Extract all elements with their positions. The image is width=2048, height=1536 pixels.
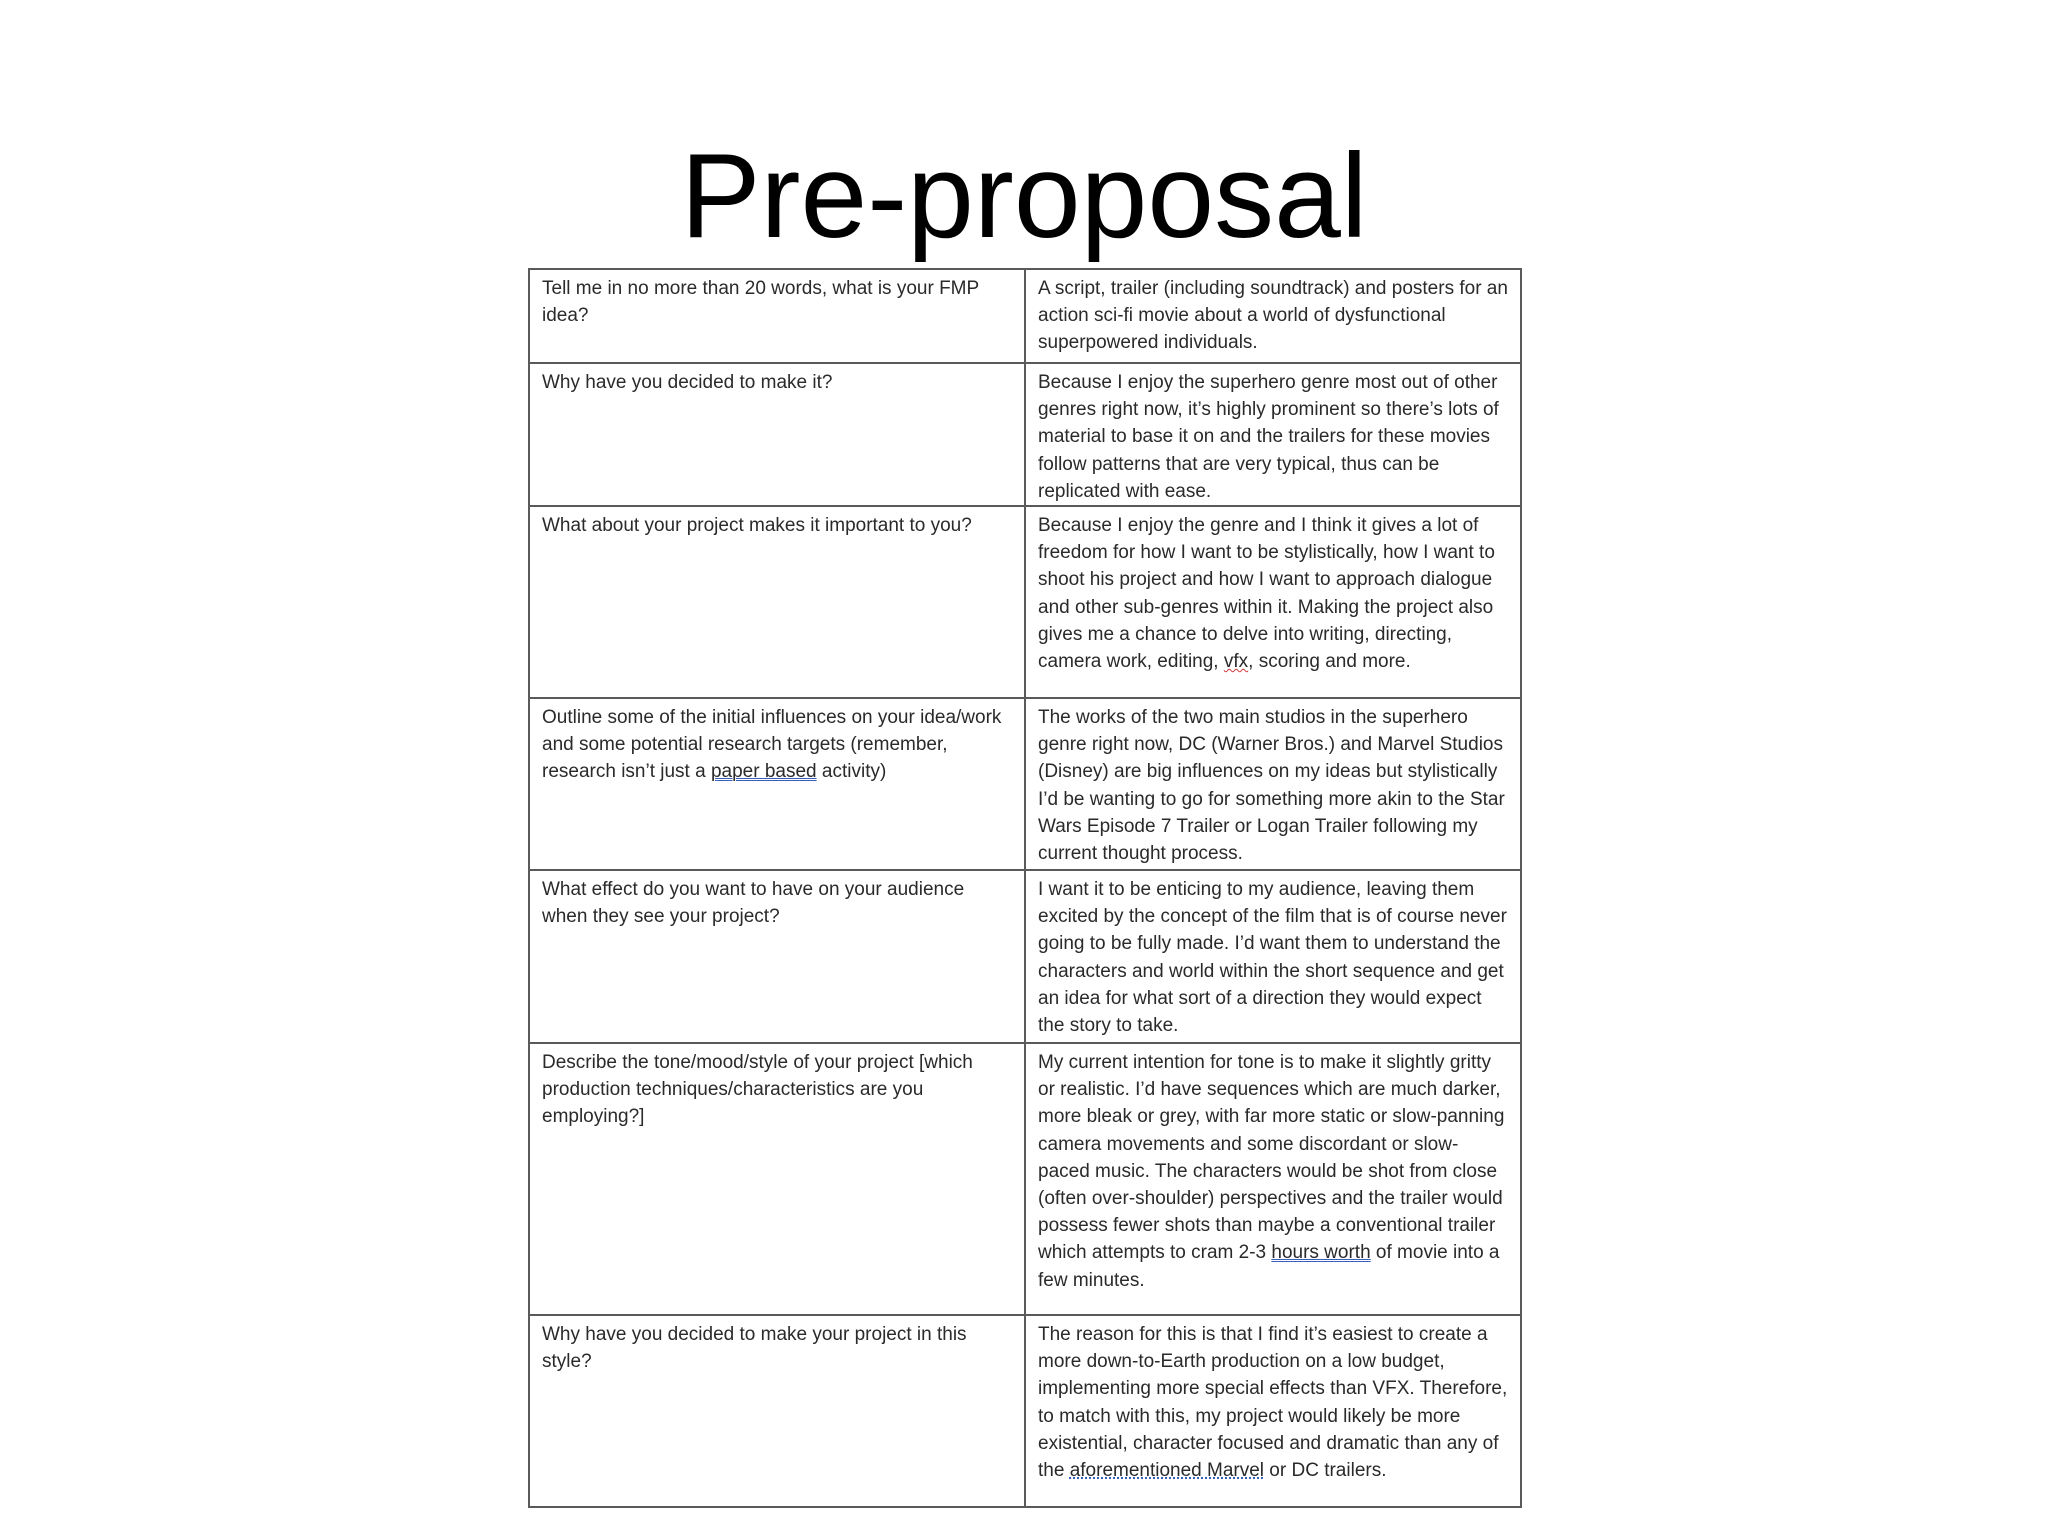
table-row [529, 506, 1521, 698]
answer-cell [1025, 1043, 1521, 1315]
answer-cell: Because I enjoy the superhero genre most out of other genres right now, it’s highly prominent so there’s lots of material to base it on and the trailers for these movies follow patterns that are very typical, thus can be replicated with ease. [1025, 363, 1521, 506]
question-text: Outline some of the initial influences on your idea/work and some potential research targets (remember, research isn’t just a [542, 707, 1002, 783]
table-row [529, 1315, 1521, 1507]
question-cell: What effect do you want to have on your audience when they see your project? [529, 870, 1025, 1043]
question-cell: Tell me in no more than 20 words, what is your FMP idea? [529, 269, 1025, 363]
answer-cell: A script, trailer (including soundtrack) and posters for an action sci-fi movie about a world of dysfunctional superpowered individuals. [1025, 269, 1521, 363]
grammar-underline: paper based [710, 761, 817, 783]
question-cell: What about your project makes it important to you? [529, 506, 1025, 698]
answer-text: , scoring and more. [1248, 651, 1411, 673]
slide-title: Pre-proposal [680, 129, 1368, 263]
table-row [529, 363, 1521, 506]
grammar-underline: hours worth [1271, 1242, 1371, 1264]
answer-text: Because I enjoy the genre and I think it gives a lot of freedom for how I want to be stylistically, how I want to shoot his project and how I want to approach dialogue and other sub-genres within it. Making the project also gives me a chance to delve into writing, directing, camera work, editing, [1038, 515, 1495, 673]
table-row [529, 698, 1521, 870]
spellcheck-underline: vfx [1223, 651, 1249, 673]
grammar-underline: aforementioned Marvel [1069, 1460, 1265, 1482]
table-row [529, 269, 1521, 363]
table-row [529, 870, 1521, 1043]
answer-text: or DC trailers. [1264, 1460, 1387, 1482]
table-row [529, 1043, 1521, 1315]
question-cell: Why have you decided to make your project in this style? [529, 1315, 1025, 1507]
answer-text: of movie into a few minutes. [1038, 1242, 1500, 1291]
answer-text: My current intention for tone is to make it slightly gritty or realistic. I’d have sequences which are much darker, more bleak or grey, with far more static or slow-panning camera movements and some discordant or slow-paced music. The characters would be shot from close (often over-shoulder) perspectives and the trailer would possess fewer shots than maybe a conventional trailer which attempts to cram 2-3 [1038, 1052, 1505, 1264]
answer-text: The reason for this is that I find it’s easiest to create a more down-to-Earth production on a low budget, implementing more special effects than VFX. Therefore, to match with this, my project would likely be more existential, character focused and dramatic than any of the [1038, 1324, 1508, 1482]
question-cell: Why have you decided to make it? [529, 363, 1025, 506]
question-cell: Describe the tone/mood/style of your project [which production techniques/characteristics are you employing?] [529, 1043, 1025, 1315]
answer-cell: I want it to be enticing to my audience, leaving them excited by the concept of the film that is of course never going to be fully made. I’d want them to understand the characters and world within the short sequence and get an idea for what sort of a direction they would expect the story to take. [1025, 870, 1521, 1043]
question-text: activity) [816, 761, 887, 783]
answer-cell [1025, 506, 1521, 698]
answer-cell [1025, 1315, 1521, 1507]
pre-proposal-table [528, 268, 1522, 1508]
answer-cell: The works of the two main studios in the superhero genre right now, DC (Warner Bros.) and Marvel Studios (Disney) are big influences on my ideas but stylistically I’d be wanting to go for something more akin to the Star Wars Episode 7 Trailer or Logan Trailer following my current thought process. [1025, 698, 1521, 870]
question-cell [529, 698, 1025, 870]
